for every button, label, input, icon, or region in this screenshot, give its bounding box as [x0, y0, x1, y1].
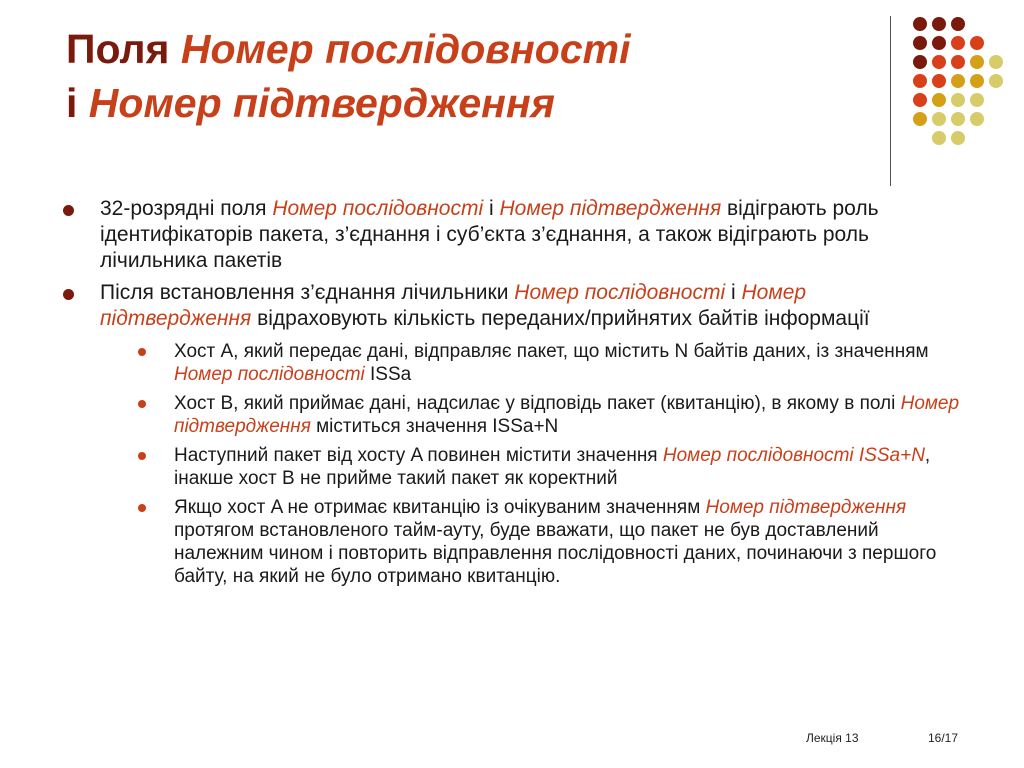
title-divider-line	[890, 16, 891, 186]
decorative-dot	[932, 112, 946, 126]
title-line2-plain: і	[66, 80, 89, 126]
decorative-dot	[932, 55, 946, 69]
footer-lecture: Лекція 13	[806, 731, 859, 745]
sub-bullet-item	[138, 340, 962, 386]
highlighted-term: Номер послідовності	[514, 281, 726, 304]
decorative-dot	[989, 74, 1003, 88]
bullet-item	[62, 196, 962, 274]
decorative-dot	[913, 36, 927, 50]
text-run: Якщо хост A не отримає квитанцію із очікуваним значенням	[174, 497, 706, 518]
sub-bullet-dot-icon	[138, 400, 146, 408]
title-line1-plain: Поля	[66, 26, 181, 72]
highlighted-term: Номер послідовності ISSa+N	[662, 445, 925, 466]
decorative-dot	[913, 17, 927, 31]
decorative-dot	[951, 131, 965, 145]
bullet-text	[100, 281, 870, 330]
text-run: , інакше хост B не прийме такий пакет як коректний	[174, 445, 931, 489]
bullet-text	[100, 197, 879, 272]
highlighted-term: Номер послідовності	[174, 364, 365, 385]
sub-bullet-dot-icon	[138, 504, 146, 512]
bullet-dot-icon	[63, 289, 74, 300]
highlighted-term: Номер підтвердження	[174, 393, 960, 437]
text-run: Після встановлення з’єднання лічильники	[100, 281, 515, 304]
decorative-dot	[989, 55, 1003, 69]
text-run: Хост A, який передає дані, відправляє пакет, що містить N байтів даних, із значенням	[174, 341, 929, 362]
decorative-dot	[951, 17, 965, 31]
decorative-dot	[913, 74, 927, 88]
text-run: 32-розрядні поля	[100, 197, 273, 220]
text-run: Наступний пакет від хосту A повинен містити значення	[174, 445, 663, 466]
sub-bullet-item	[138, 444, 962, 490]
decorative-dot	[932, 17, 946, 31]
decorative-dot	[932, 93, 946, 107]
text-run: ISSa	[364, 364, 412, 385]
decorative-dot	[951, 55, 965, 69]
sub-bullet-text	[138, 340, 962, 386]
slide-body	[62, 196, 962, 594]
highlighted-term: Номер послідовності	[272, 197, 484, 220]
sub-bullet-text	[138, 444, 962, 490]
sub-bullet-dot-icon	[138, 348, 146, 356]
sub-bullet-item	[138, 392, 962, 438]
sub-bullet-text	[138, 496, 962, 588]
sub-bullet-item	[138, 496, 962, 588]
bullet-dot-icon	[63, 205, 74, 216]
decorative-dot	[970, 55, 984, 69]
decorative-dot	[913, 112, 927, 126]
text-run: протягом встановленого тайм-ауту, буде вважати, що пакет не був доставлений належним чином і повторить відправлення послідовності даних, починаючи з першого байту, на який не було отримано квитанцію.	[174, 520, 937, 587]
decorative-dot	[951, 112, 965, 126]
decorative-dot	[951, 74, 965, 88]
decorative-dot	[970, 74, 984, 88]
text-run: Хост B, який приймає дані, надсилає у відповідь пакет (квитанцію), в якому в полі	[174, 393, 901, 414]
slide-title	[66, 22, 866, 130]
highlighted-term: Номер підтвердження	[499, 197, 722, 220]
decorative-dot	[970, 36, 984, 50]
decorative-dot	[932, 74, 946, 88]
decorative-dot	[932, 131, 946, 145]
decorative-dot	[970, 93, 984, 107]
text-run: відіграють роль ідентифікаторів пакета, з’єднання і суб’єкта з’єднання, а також відіграють роль лічильника пакетів	[100, 197, 879, 272]
sub-bullet-text	[138, 392, 962, 438]
sub-bullet-list	[100, 340, 962, 588]
decorative-dot	[951, 36, 965, 50]
title-line1-em: Номер послідовності	[180, 26, 631, 72]
text-run: і	[725, 281, 742, 304]
decorative-dot	[970, 112, 984, 126]
decorative-dot	[951, 93, 965, 107]
text-run: відраховують кількість переданих/прийнятих байтів інформації	[251, 307, 870, 330]
sub-bullet-dot-icon	[138, 452, 146, 460]
decorative-dot	[932, 36, 946, 50]
highlighted-term: Номер підтвердження	[705, 497, 907, 518]
text-run: і	[483, 197, 500, 220]
decorative-dot	[913, 93, 927, 107]
highlighted-term: Номер підтвердження	[100, 281, 807, 330]
decorative-dot	[913, 55, 927, 69]
bullet-list	[62, 196, 962, 588]
bullet-item	[62, 280, 962, 588]
title-line2-em: Номер підтвердження	[88, 80, 555, 126]
footer-page-number: 16/17	[928, 731, 959, 745]
text-run: міститься значення ISSa+N	[310, 416, 559, 437]
